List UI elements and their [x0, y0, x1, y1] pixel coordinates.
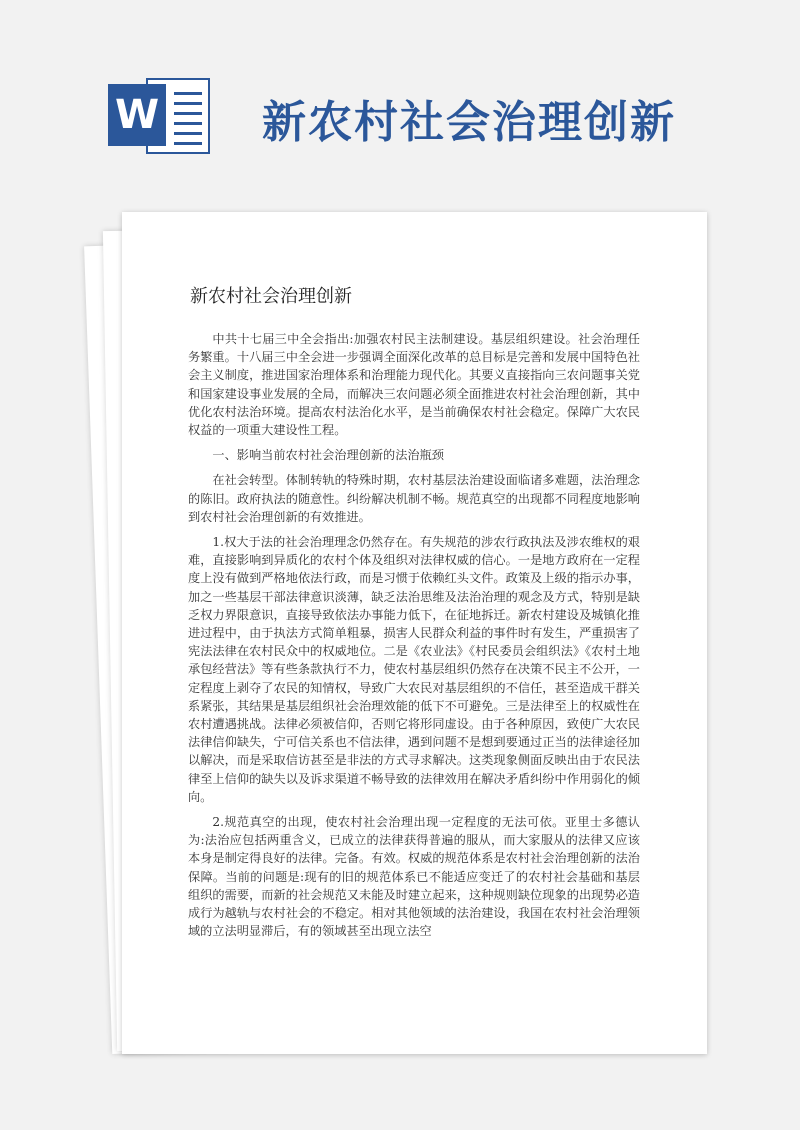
document-body [188, 330, 640, 948]
word-letter-tile: W [108, 84, 166, 146]
paragraph-overview: 在社会转型。体制转轨的特殊时期，农村基层法治建设面临诸多难题，法治理念的陈旧。政府执法的随意性。纠纷解决机制不畅。规范真空的出现都不同程度地影响到农村社会治理创新的有效推进。 [188, 473, 640, 524]
banner [0, 0, 800, 200]
word-icon [108, 70, 218, 160]
document-title: 新农村社会治理创新 [190, 286, 352, 307]
document-page [122, 212, 707, 1054]
paragraph-point-2: 2.规范真空的出现，使农村社会治理出现一定程度的无法可依。亚里士多德认为:法治应包括两重含义，已成立的法律获得普遍的服从，而大家服从的法律又应该本身是制定得良好的法律。完备。有效。权威的规范体系是农村社会治理创新的法治保障。当前的问题是:现有的旧的规范体系已不能适应变迁了的农村社会基础和基层组织的需要，而新的社会规范又未能及时建立起来，这种规则缺位现象的出现势必造成行为越轨与农村社会的不稳定。相对其他领域的法治建设，我国在农村社会治理领域的立法明显滞后，有的领域甚至出现立法空 [188, 815, 640, 939]
banner-title: 新农村社会治理创新 [262, 97, 676, 148]
paragraph-intro: 中共十七届三中全会指出:加强农村民主法制建设。基层组织建设。社会治理任务繁重。十八届三中全会进一步强调全面深化改革的总目标是完善和发展中国特色社会主义制度，推进国家治理体系和治理能力现代化。其要义直接指向三农问题事关党和国家建设事业发展的全局，而解决三农问题必须全面推进农村社会治理创新，其中优化农村法治环境。提高农村法治化水平，是当前确保农村社会稳定。保障广大农民权益的一项重大建设性工程。 [188, 332, 640, 438]
paragraph-point-1: 1.权大于法的社会治理理念仍然存在。有失规范的涉农行政执法及涉农维权的艰难，直接影响到异质化的农村个体及组织对法律权威的信心。一是地方政府在一定程度上没有做到严格地依法行政，而是习惯于依赖红头文件。政策及上级的指示办事，加之一些基层干部法律意识淡薄，缺乏法治思维及法治治理的观念及方式，特别是缺乏权力界限意识，直接导致依法办事能力低下，在征地拆迁。新农村建设及城镇化推进过程中，由于执法方式简单粗暴，损害人民群众利益的事件时有发生，严重损害了宪法法律在农村民众中的权威地位。二是《农业法》《村民委员会组织法》《农村土地承包经营法》等有些条款执行不力，使农村基层组织仍然存在决策不民主不公开，一定程度上剥夺了农民的知情权，导致广大农民对基层组织的不信任，甚至造成干群关系紧张，其结果是基层组织社会治理效能的低下不可避免。三是法律至上的权威性在农村遭遇挑战。法律必须被信仰，否则它将形同虚设。由于各种原因，致使广大农民法律信仰缺失，宁可信关系也不信法律，遇到问题不是想到要通过正当的法律途径加以解决，而是采取信访甚至是非法的方式寻求解决。这类现象侧面反映出由于农民法律至上信仰的缺失以及诉求渠道不畅导致的法律效用在解决矛盾纠纷中作用弱化的倾向。 [188, 535, 640, 804]
section-heading: 一、影响当前农村社会治理创新的法治瓶颈 [212, 448, 444, 463]
